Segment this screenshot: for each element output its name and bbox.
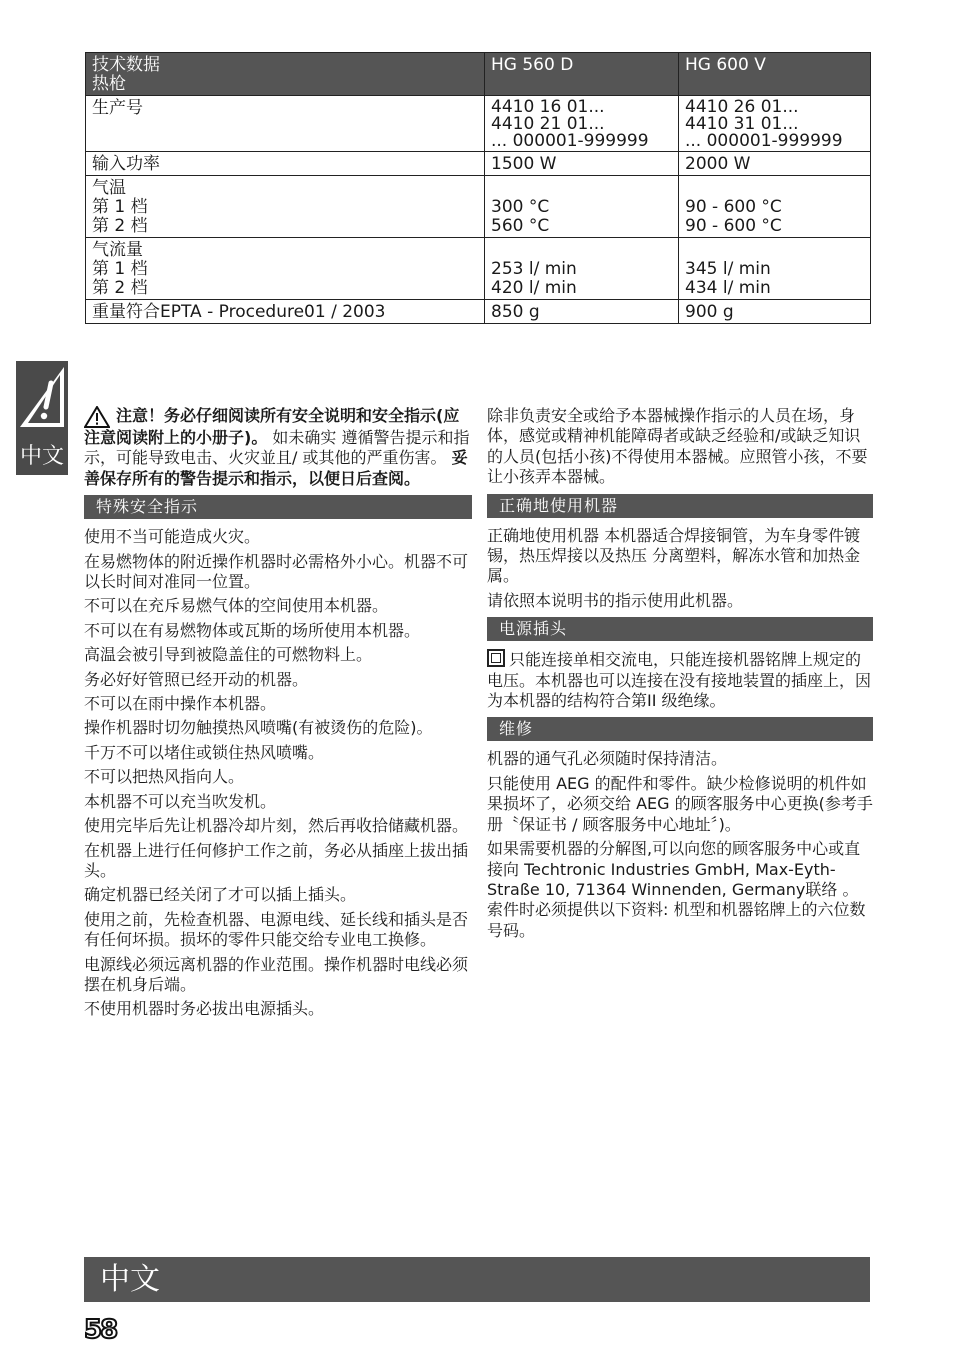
row-value-hg600v: 90 - 600 °C 90 - 600 °C bbox=[679, 176, 871, 238]
section-header-special-safety: 特殊安全指示 bbox=[84, 495, 472, 519]
proper-use-paragraph: 请依照本说明书的指示使用此机器。 bbox=[487, 590, 744, 610]
safety-paragraph: 在机器上进行任何修护工作之前，务必从插座上拔出插头。 bbox=[84, 840, 469, 880]
maintenance-paragraph: 机器的通气孔必须随时保持清洁。 bbox=[487, 749, 728, 769]
row-value-hg600v: 4410 26 01... 4410 31 01... ... 000001-999999 bbox=[679, 96, 871, 152]
table-row bbox=[86, 176, 871, 238]
row-value-hg560d: 300 °C 560 °C bbox=[485, 176, 679, 238]
intro-paragraph: 除非负责安全或给予本器械操作指示的人员在场，身体，感觉或精神机能障碍者或缺乏经验和/或缺乏知识的人员(包括小孩)不得使用本器械。应照管小孩，不要让小孩弄本器械。 bbox=[487, 406, 868, 487]
row-label: 生产号 bbox=[86, 96, 485, 152]
safety-paragraph: 不可以在有易燃物体或瓦斯的场所使用本机器。 bbox=[84, 620, 421, 640]
power-plug-paragraph: 只能连接单相交流电，只能连接机器铭牌上规定的电压。本机器也可以连接在没有接地装置的插座上，因为本机器的结构符合第II 级绝缘。 bbox=[487, 650, 872, 711]
class-ii-insulation-icon bbox=[487, 649, 505, 667]
header-model-hg560d: HG 560 D bbox=[485, 53, 679, 96]
warning-text: 如未确实 遵循警告提示和指示，可能导致电击、火灾並且/ 或其他的严重伤害。 bbox=[84, 428, 470, 468]
row-label: 输入功率 bbox=[86, 152, 485, 176]
row-value-hg600v: 345 l/ min 434 l/ min bbox=[679, 238, 871, 300]
row-label: 气流量 第 1 档 第 2 档 bbox=[86, 238, 485, 300]
header-label-cell bbox=[86, 53, 485, 96]
row-value-hg560d: 1500 W bbox=[485, 152, 679, 176]
safety-paragraph: 电源线必须远离机器的作业范围。操作机器时电线必须摆在机身后端。 bbox=[84, 954, 469, 994]
proper-use-paragraph: 正确地使用机器 本机器适合焊接铜管，为车身零件镀锡，热压焊接以及热压 分离塑料，解冻水管和加热金属。 bbox=[487, 525, 861, 586]
section-header-power-plug: 电源插头 bbox=[487, 617, 873, 641]
table-header-row bbox=[86, 53, 871, 96]
row-label: 重量符合EPTA - Procedure01 / 2003 bbox=[86, 300, 485, 324]
safety-paragraph: 高温会被引导到被隐盖住的可燃物料上。 bbox=[84, 645, 373, 665]
safety-paragraph: 不可以在充斥易燃气体的空间使用本机器。 bbox=[84, 596, 389, 616]
warning-triangle-icon bbox=[84, 406, 110, 428]
header-title: 技术数据 bbox=[92, 55, 160, 75]
maintenance-paragraph: 如果需要机器的分解图,可以向您的顾客服务中心或直接向 Techtronic Industries GmbH, Max-Eyth-Straße 10, 71364 Winnenden, Germany联络 。 索件时必须提供以下资料: 机型和机器铭牌上的六位数号码。 bbox=[487, 839, 866, 940]
maintenance-paragraph: 只能使用 AEG 的配件和零件。缺少检修说明的机件如果损坏了，必须交给 AEG 的顾客服务中心更换(参考手册〝保证书 / 顾客服务中心地址〞)。 bbox=[487, 773, 873, 834]
safety-paragraph: 千万不可以堵住或锁住热风喷嘴。 bbox=[84, 742, 325, 762]
section-header-proper-use: 正确地使用机器 bbox=[487, 494, 873, 518]
safety-paragraph: 在易燃物体的附近操作机器时必需格外小心。机器不可以长时间对准同一位置。 bbox=[84, 551, 469, 592]
safety-paragraph: 务必好好管照已经开动的机器。 bbox=[84, 669, 309, 689]
left-column bbox=[84, 406, 472, 1024]
table-row bbox=[86, 300, 871, 324]
language-label: 中文 bbox=[19, 444, 64, 469]
table-row bbox=[86, 152, 871, 176]
safety-warning bbox=[84, 406, 472, 489]
header-model-hg600v: HG 600 V bbox=[679, 53, 871, 96]
footer-language-bar bbox=[84, 1257, 870, 1302]
table-row bbox=[86, 96, 871, 152]
warning-bold-text-2: 妥善保存所有的警告提示和指示，以便日后查阅。 bbox=[84, 448, 468, 488]
safety-paragraph: 不可以在雨中操作本机器。 bbox=[84, 694, 277, 714]
right-column bbox=[487, 406, 873, 945]
safety-paragraph: 确定机器已经关闭了才可以插上插头。 bbox=[84, 885, 357, 905]
safety-paragraph: 不可以把热风指向人。 bbox=[84, 767, 245, 787]
safety-paragraph: 操作机器时切勿触摸热风喷嘴(有被烫伤的危险)。 bbox=[84, 718, 433, 738]
row-label: 气温 第 1 档 第 2 档 bbox=[86, 176, 485, 238]
safety-paragraph: 使用完毕后先让机器冷却片刻，然后再收拾储藏机器。 bbox=[84, 816, 469, 836]
footer-language-title: 中文 bbox=[100, 1262, 160, 1297]
row-value-hg560d: 4410 16 01... 4410 21 01... ... 000001-999999 bbox=[485, 96, 679, 152]
warning-icon bbox=[18, 365, 66, 429]
warning-bold-text: 注意！务必仔细阅读所有安全说明和安全指示(应注意阅读附上的小册子)。 bbox=[84, 406, 460, 447]
row-value-hg600v: 2000 W bbox=[679, 152, 871, 176]
row-value-hg560d: 253 l/ min 420 l/ min bbox=[485, 238, 679, 300]
technical-data-table bbox=[85, 52, 871, 324]
language-side-tab bbox=[16, 361, 68, 475]
safety-paragraph: 本机器不可以充当吹发机。 bbox=[84, 791, 277, 811]
safety-paragraph: 使用不当可能造成火灾。 bbox=[84, 527, 261, 547]
safety-paragraph: 不使用机器时务必拔出电源插头。 bbox=[84, 999, 325, 1019]
row-value-hg560d: 850 g bbox=[485, 300, 679, 324]
page-number: 58 bbox=[84, 1315, 117, 1345]
section-header-maintenance: 维修 bbox=[487, 717, 873, 741]
header-subtitle: 热枪 bbox=[92, 74, 126, 94]
table-row bbox=[86, 238, 871, 300]
row-value-hg600v: 900 g bbox=[679, 300, 871, 324]
safety-paragraph: 使用之前，先检查机器、电源电线、延长线和插头是否有任何坏损。损坏的零件只能交给专业电工换修。 bbox=[84, 909, 469, 950]
